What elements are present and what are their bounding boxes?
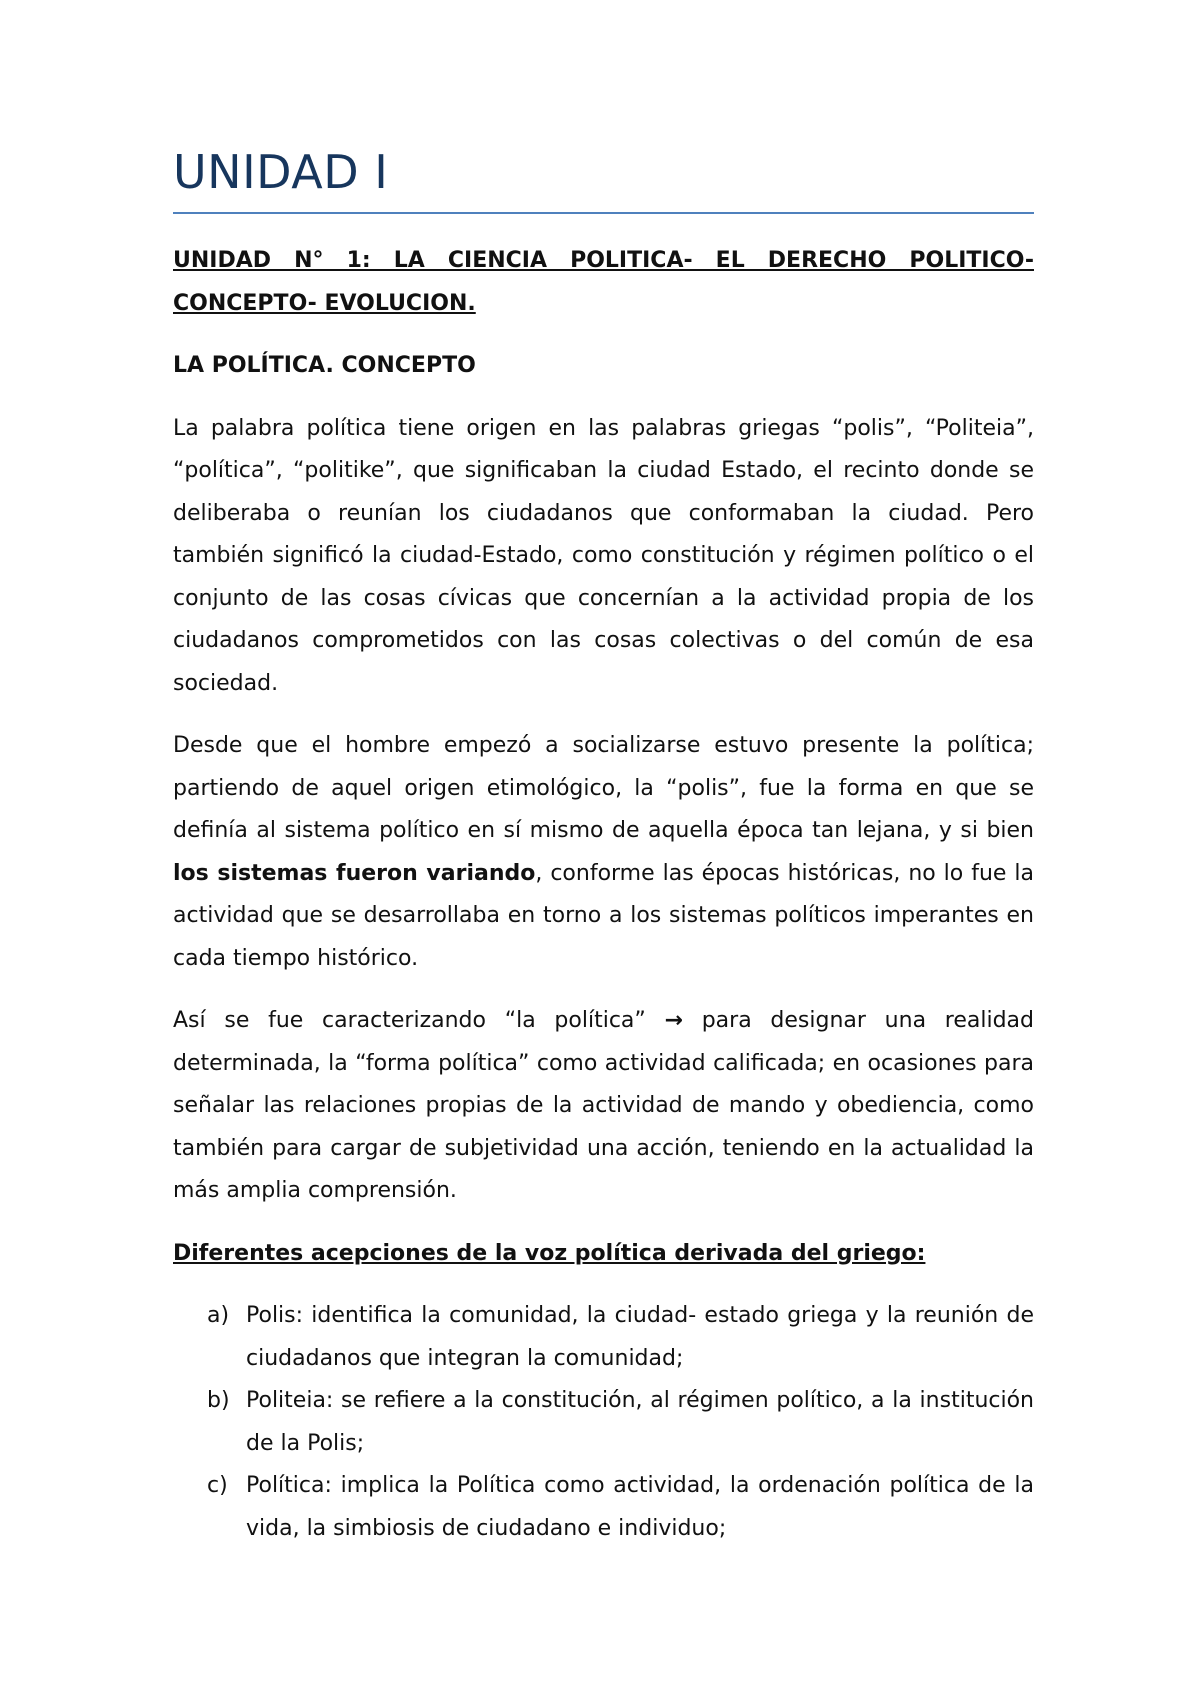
list-item-text: Politeia: se refiere a la constitución, al régimen político, a la institución de la Polis;: [246, 1388, 1034, 1456]
title-underline-rule: [173, 212, 1034, 214]
list-item-marker: c): [207, 1473, 228, 1498]
section-heading: LA POLÍTICA. CONCEPTO: [173, 353, 476, 378]
paragraph-characterization-text-start: Así se fue caracterizando “la política”: [173, 1008, 665, 1033]
list-item-marker: a): [207, 1303, 230, 1328]
paragraph-socialization-text-start: Desde que el hombre empezó a socializarse estuvo presente la política; partiendo de aquel origen etimológico, la “polis”, fue la forma en que se definía al sistema político en sí mismo de aquella época tan lejana, y si bien: [173, 733, 1034, 843]
unit-heading: UNIDAD N° 1: LA CIENCIA POLITICA- EL DERECHO POLITICO- CONCEPTO- EVOLUCION.: [173, 248, 1034, 316]
right-arrow-icon: →: [664, 1008, 683, 1033]
list-item: [173, 1465, 1034, 1550]
document-content: [173, 140, 1034, 1550]
paragraph-origin: La palabra política tiene origen en las palabras griegas “polis”, “Politeia”, “política”, “politike”, que significaban la ciudad Estado, el recinto donde se deliberaba o reunían los ciudadanos que conformaban la ciudad. Pero también significó la ciudad-Estado, como constitución y régimen político o el conjunto de las cosas cívicas que concernían a la actividad propia de los ciudadanos comprometidos con las cosas colectivas o del común de esa sociedad.: [173, 415, 1034, 696]
paragraph-characterization-text-end: para designar una realidad determinada, la “forma política” como actividad calificada; en ocasiones para señalar las relaciones propias de la actividad de mando y obediencia, como también para cargar de subjetividad una acción, teniendo en la actualidad la más amplia comprensión.: [173, 1008, 1034, 1203]
acepciones-list: [173, 1295, 1034, 1550]
list-heading: Diferentes acepciones de la voz política derivada del griego:: [173, 1240, 926, 1266]
list-item-text: Polis: identifica la comunidad, la ciudad- estado griega y la reunión de ciudadanos que integran la comunidad;: [246, 1303, 1034, 1371]
paragraph-socialization: [173, 725, 1034, 980]
list-item-marker: b): [207, 1388, 230, 1413]
paragraph-socialization-text-end: , conforme las épocas históricas, no lo fue la actividad que se desarrollaba en torno a los sistemas políticos imperantes en cada tiempo histórico.: [173, 860, 1034, 971]
list-item: [173, 1295, 1034, 1380]
list-item-text: Política: implica la Política como actividad, la ordenación política de la vida, la simbiosis de ciudadano e individuo;: [246, 1473, 1034, 1541]
document-title: UNIDAD I: [173, 145, 389, 199]
paragraph-socialization-bold: los sistemas fueron variando: [173, 860, 536, 886]
list-item: [173, 1380, 1034, 1465]
paragraph-characterization: [173, 1000, 1034, 1213]
